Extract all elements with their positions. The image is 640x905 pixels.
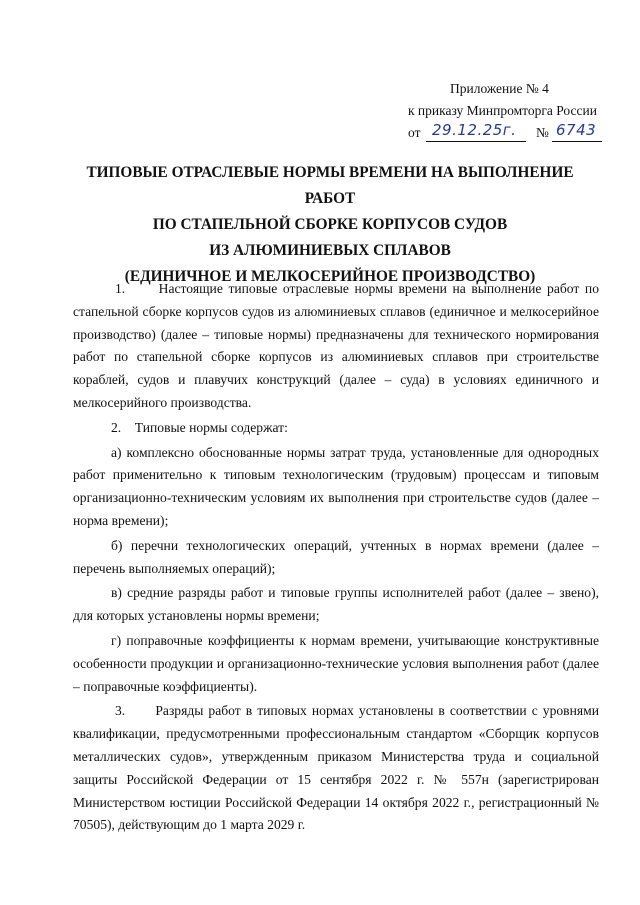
number-underline (552, 141, 602, 142)
order-reference: к приказу Минпромторга России (408, 103, 597, 118)
date-underline (426, 141, 526, 142)
document-title (60, 160, 600, 290)
handwritten-date: 29.12.25г. (432, 121, 517, 139)
title-line-1: ТИПОВЫЕ ОТРАСЛЕВЫЕ НОРМЫ ВРЕМЕНИ НА ВЫПОЛНЕНИЕ РАБОТ (86, 164, 574, 207)
appendix-header (400, 78, 610, 144)
title-line-3: ИЗ АЛЮМИНИЕВЫХ СПЛАВОВ (209, 242, 451, 259)
paragraph-2d: г) поправочные коэффициенты к нормам времени, учитывающие конструктивные особенности продукции и организационно-технические условия выполнения работ (далее – поправочные коэффициенты). (73, 632, 599, 694)
document-body (73, 278, 599, 837)
handwritten-number: 6743 (556, 121, 597, 139)
title-line-4: (ЕДИНИЧНОЕ И МЕЛКОСЕРИЙНОЕ ПРОИЗВОДСТВО) (124, 268, 536, 285)
paragraph-2b: б) перечни технологических операций, учтенных в нормах времени (далее – перечень выполняемых операций); (73, 537, 599, 576)
date-prefix: от (408, 125, 421, 140)
title-line-2: ПО СТАПЕЛЬНОЙ СБОРКЕ КОРПУСОВ СУДОВ (152, 216, 508, 233)
order-date-number-line (400, 122, 610, 144)
paragraph-2a: а) комплексно обоснованные нормы затрат труда, установленные для однородных работ применительно к типовым технологическим (трудовым) процессам и типовым организационно-техническим условиям их выполнения при строительстве судов (далее – норма времени); (73, 444, 599, 528)
paragraph-2: 2. Типовые нормы содержат: (111, 419, 288, 435)
number-prefix: № (536, 125, 549, 140)
paragraph-1: 1. Настоящие типовые отраслевые нормы времени на выполнение работ по стапельной сборке корпусов судов из алюминиевых сплавов (единичное и мелкосерийное производство) (далее – типовые нормы) предназначены для технического нормирования работ по стапельной сборке корпусов из алюминиевых сплавов при строительстве кораблей, судов и плавучих конструкций (далее – суда) в условиях единичного и мелкосерийного производства. (73, 281, 599, 410)
paragraph-3: 3. Разряды работ в типовых нормах установлены в соответствии с уровнями квалификации, предусмотренными профессиональным стандартом «Сборщик корпусов металлических судов», утвержденным приказом Министерства труда и социальной защиты Российской Федерации от 15 сентября 2022 г. № 557н (зарегистрирован Министерством юстиции Российской Федерации 14 октября 2022 г., регистрационный № 70505), действующим до 1 марта 2029 г. (73, 703, 599, 833)
appendix-label: Приложение № 4 (450, 81, 549, 96)
paragraph-2c: в) средние разряды работ и типовые группы исполнителей работ (далее – звено), для которых установлены нормы времени; (73, 585, 599, 624)
